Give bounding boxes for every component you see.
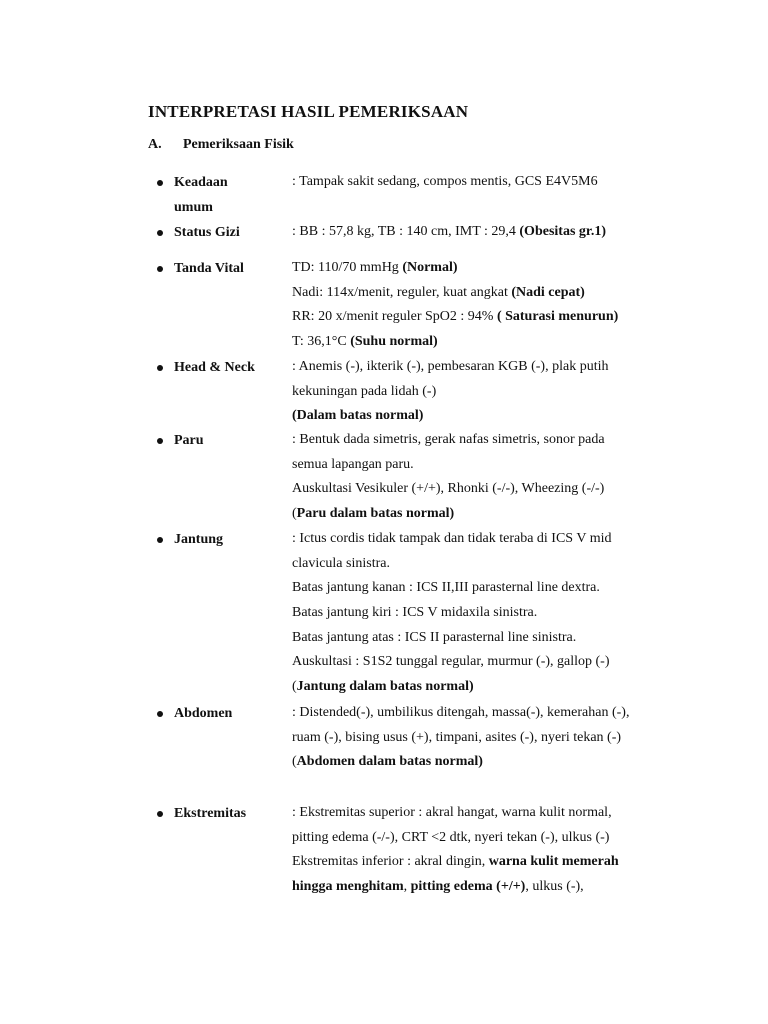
finding-interpretation: pitting edema (+/+): [410, 879, 526, 895]
section-number: A.: [148, 137, 162, 152]
bullet-icon: [157, 230, 163, 236]
finding-interpretation: warna kulit memerah: [488, 854, 619, 870]
finding-line: [292, 330, 682, 355]
finding-text: Batas jantung kanan : ICS II,III parasternal line dextra.: [292, 580, 600, 596]
finding-interpretation: hingga menghitam: [292, 879, 404, 895]
finding-interpretation: (Obesitas gr.1): [519, 224, 606, 239]
finding-text: ,: [403, 879, 411, 895]
finding-label-line: Jantung: [174, 532, 224, 547]
finding-text: pitting edema (-/-), CRT <2 dtk, nyeri tekan (-), ulkus (-): [292, 829, 610, 845]
finding-content: [292, 701, 682, 775]
finding-text: semua lapangan paru.: [292, 456, 414, 472]
finding-text: Nadi: 114x/menit, reguler, kuat angkat: [292, 284, 512, 300]
finding-interpretation: (Normal): [402, 260, 458, 275]
finding-text: Auskultasi : S1S2 tunggal regular, murmur (-), gallop (-): [292, 654, 610, 670]
finding-content: [292, 220, 682, 245]
finding-text: RR: 20 x/menit reguler SpO2 : 94%: [292, 309, 497, 325]
finding-label: [174, 220, 284, 245]
finding-text: TD: 110/70 mmHg: [292, 260, 403, 275]
bullet-icon: [157, 180, 163, 186]
finding-line: [292, 826, 682, 851]
finding-text: (: [292, 506, 297, 522]
finding-line: [292, 701, 682, 726]
document-title: INTERPRETASI HASIL PEMERIKSAAN: [148, 102, 469, 121]
finding-line: [292, 726, 682, 751]
finding-content: [292, 428, 682, 527]
finding-line: [292, 675, 682, 700]
finding-text: : Ictus cordis tidak tampak dan tidak teraba di ICS V mid: [292, 531, 612, 546]
finding-line: [292, 750, 682, 775]
finding-text: T: 36,1°C: [292, 334, 351, 350]
finding-text: , ulkus (-),: [525, 879, 584, 895]
finding-label-line: Keadaan: [174, 175, 228, 190]
finding-line: [292, 527, 682, 552]
bullet-icon: [157, 438, 163, 444]
finding-line: [292, 355, 682, 380]
finding-label: [174, 256, 284, 281]
finding-line: [292, 380, 682, 405]
finding-interpretation: Paru dalam batas normal): [296, 506, 455, 522]
finding-label-line: Head & Neck: [174, 360, 255, 375]
bullet-icon: [157, 365, 163, 371]
finding-text: clavicula sinistra.: [292, 555, 390, 571]
bullet-icon: [157, 537, 163, 543]
finding-line: [292, 601, 682, 626]
finding-line: [292, 801, 682, 826]
finding-text: : Bentuk dada simetris, gerak nafas simetris, sonor pada: [292, 432, 605, 447]
finding-text: : Ekstremitas superior : akral hangat, warna kulit normal,: [292, 805, 612, 820]
finding-line: [292, 428, 682, 453]
finding-interpretation: Abdomen dalam batas normal): [296, 754, 483, 770]
finding-line: [292, 404, 682, 429]
finding-line: [292, 256, 682, 281]
finding-line: [292, 650, 682, 675]
finding-label-line: Ekstremitas: [174, 806, 247, 821]
finding-text: : BB : 57,8 kg, TB : 140 cm, IMT : 29,4: [292, 224, 520, 239]
finding-line: [292, 305, 682, 330]
finding-content: [292, 256, 682, 355]
finding-line: [292, 502, 682, 527]
finding-content: [292, 355, 682, 429]
bullet-icon: [157, 266, 163, 272]
finding-line: [292, 850, 682, 875]
finding-content: [292, 170, 682, 195]
finding-line: [292, 875, 682, 900]
bullet-icon: [157, 711, 163, 717]
finding-label: [174, 355, 284, 380]
finding-label-line: Tanda Vital: [174, 261, 244, 276]
finding-label: [174, 170, 284, 220]
finding-label: [174, 527, 284, 552]
finding-text: (: [292, 679, 297, 695]
finding-content: [292, 527, 682, 700]
finding-line: [292, 281, 682, 306]
finding-text: kekuningan pada lidah (-): [292, 383, 437, 399]
finding-text: Auskultasi Vesikuler (+/+), Rhonki (-/-), Wheezing (-/-): [292, 481, 605, 497]
finding-text: Batas jantung atas : ICS II parasternal line sinistra.: [292, 629, 577, 645]
finding-text: Ekstremitas inferior : akral dingin,: [292, 854, 489, 870]
finding-text: ruam (-), bising usus (+), timpani, asites (-), nyeri tekan (-): [292, 729, 622, 745]
finding-line: [292, 170, 682, 195]
finding-text: Batas jantung kiri : ICS V midaxila sinistra.: [292, 605, 538, 621]
finding-interpretation: (Dalam batas normal): [292, 408, 424, 424]
finding-label-line: umum: [174, 200, 213, 215]
finding-label-line: Abdomen: [174, 706, 233, 721]
section-heading: [148, 137, 294, 153]
finding-line: [292, 477, 682, 502]
finding-line: [292, 626, 682, 651]
finding-label: [174, 701, 284, 726]
finding-text: : Distended(-), umbilikus ditengah, massa(-), kemerahan (-),: [292, 705, 630, 720]
finding-interpretation: ( Saturasi menurun): [496, 309, 619, 325]
finding-interpretation: Jantung dalam batas normal): [296, 679, 474, 695]
finding-label-line: Status Gizi: [174, 225, 240, 240]
finding-label: [174, 428, 284, 453]
finding-line: [292, 220, 682, 245]
section-title: Pemeriksaan Fisik: [183, 137, 294, 152]
finding-interpretation: (Nadi cepat): [511, 284, 585, 300]
finding-label: [174, 801, 284, 826]
finding-line: [292, 453, 682, 478]
bullet-icon: [157, 811, 163, 817]
finding-line: [292, 552, 682, 577]
finding-content: [292, 801, 682, 900]
finding-interpretation: (Suhu normal): [350, 334, 438, 350]
finding-text: : Tampak sakit sedang, compos mentis, GCS E4V5M6: [292, 174, 598, 189]
finding-text: (: [292, 754, 297, 770]
finding-line: [292, 576, 682, 601]
finding-text: : Anemis (-), ikterik (-), pembesaran KGB (-), plak putih: [292, 359, 609, 374]
finding-label-line: Paru: [174, 433, 204, 448]
